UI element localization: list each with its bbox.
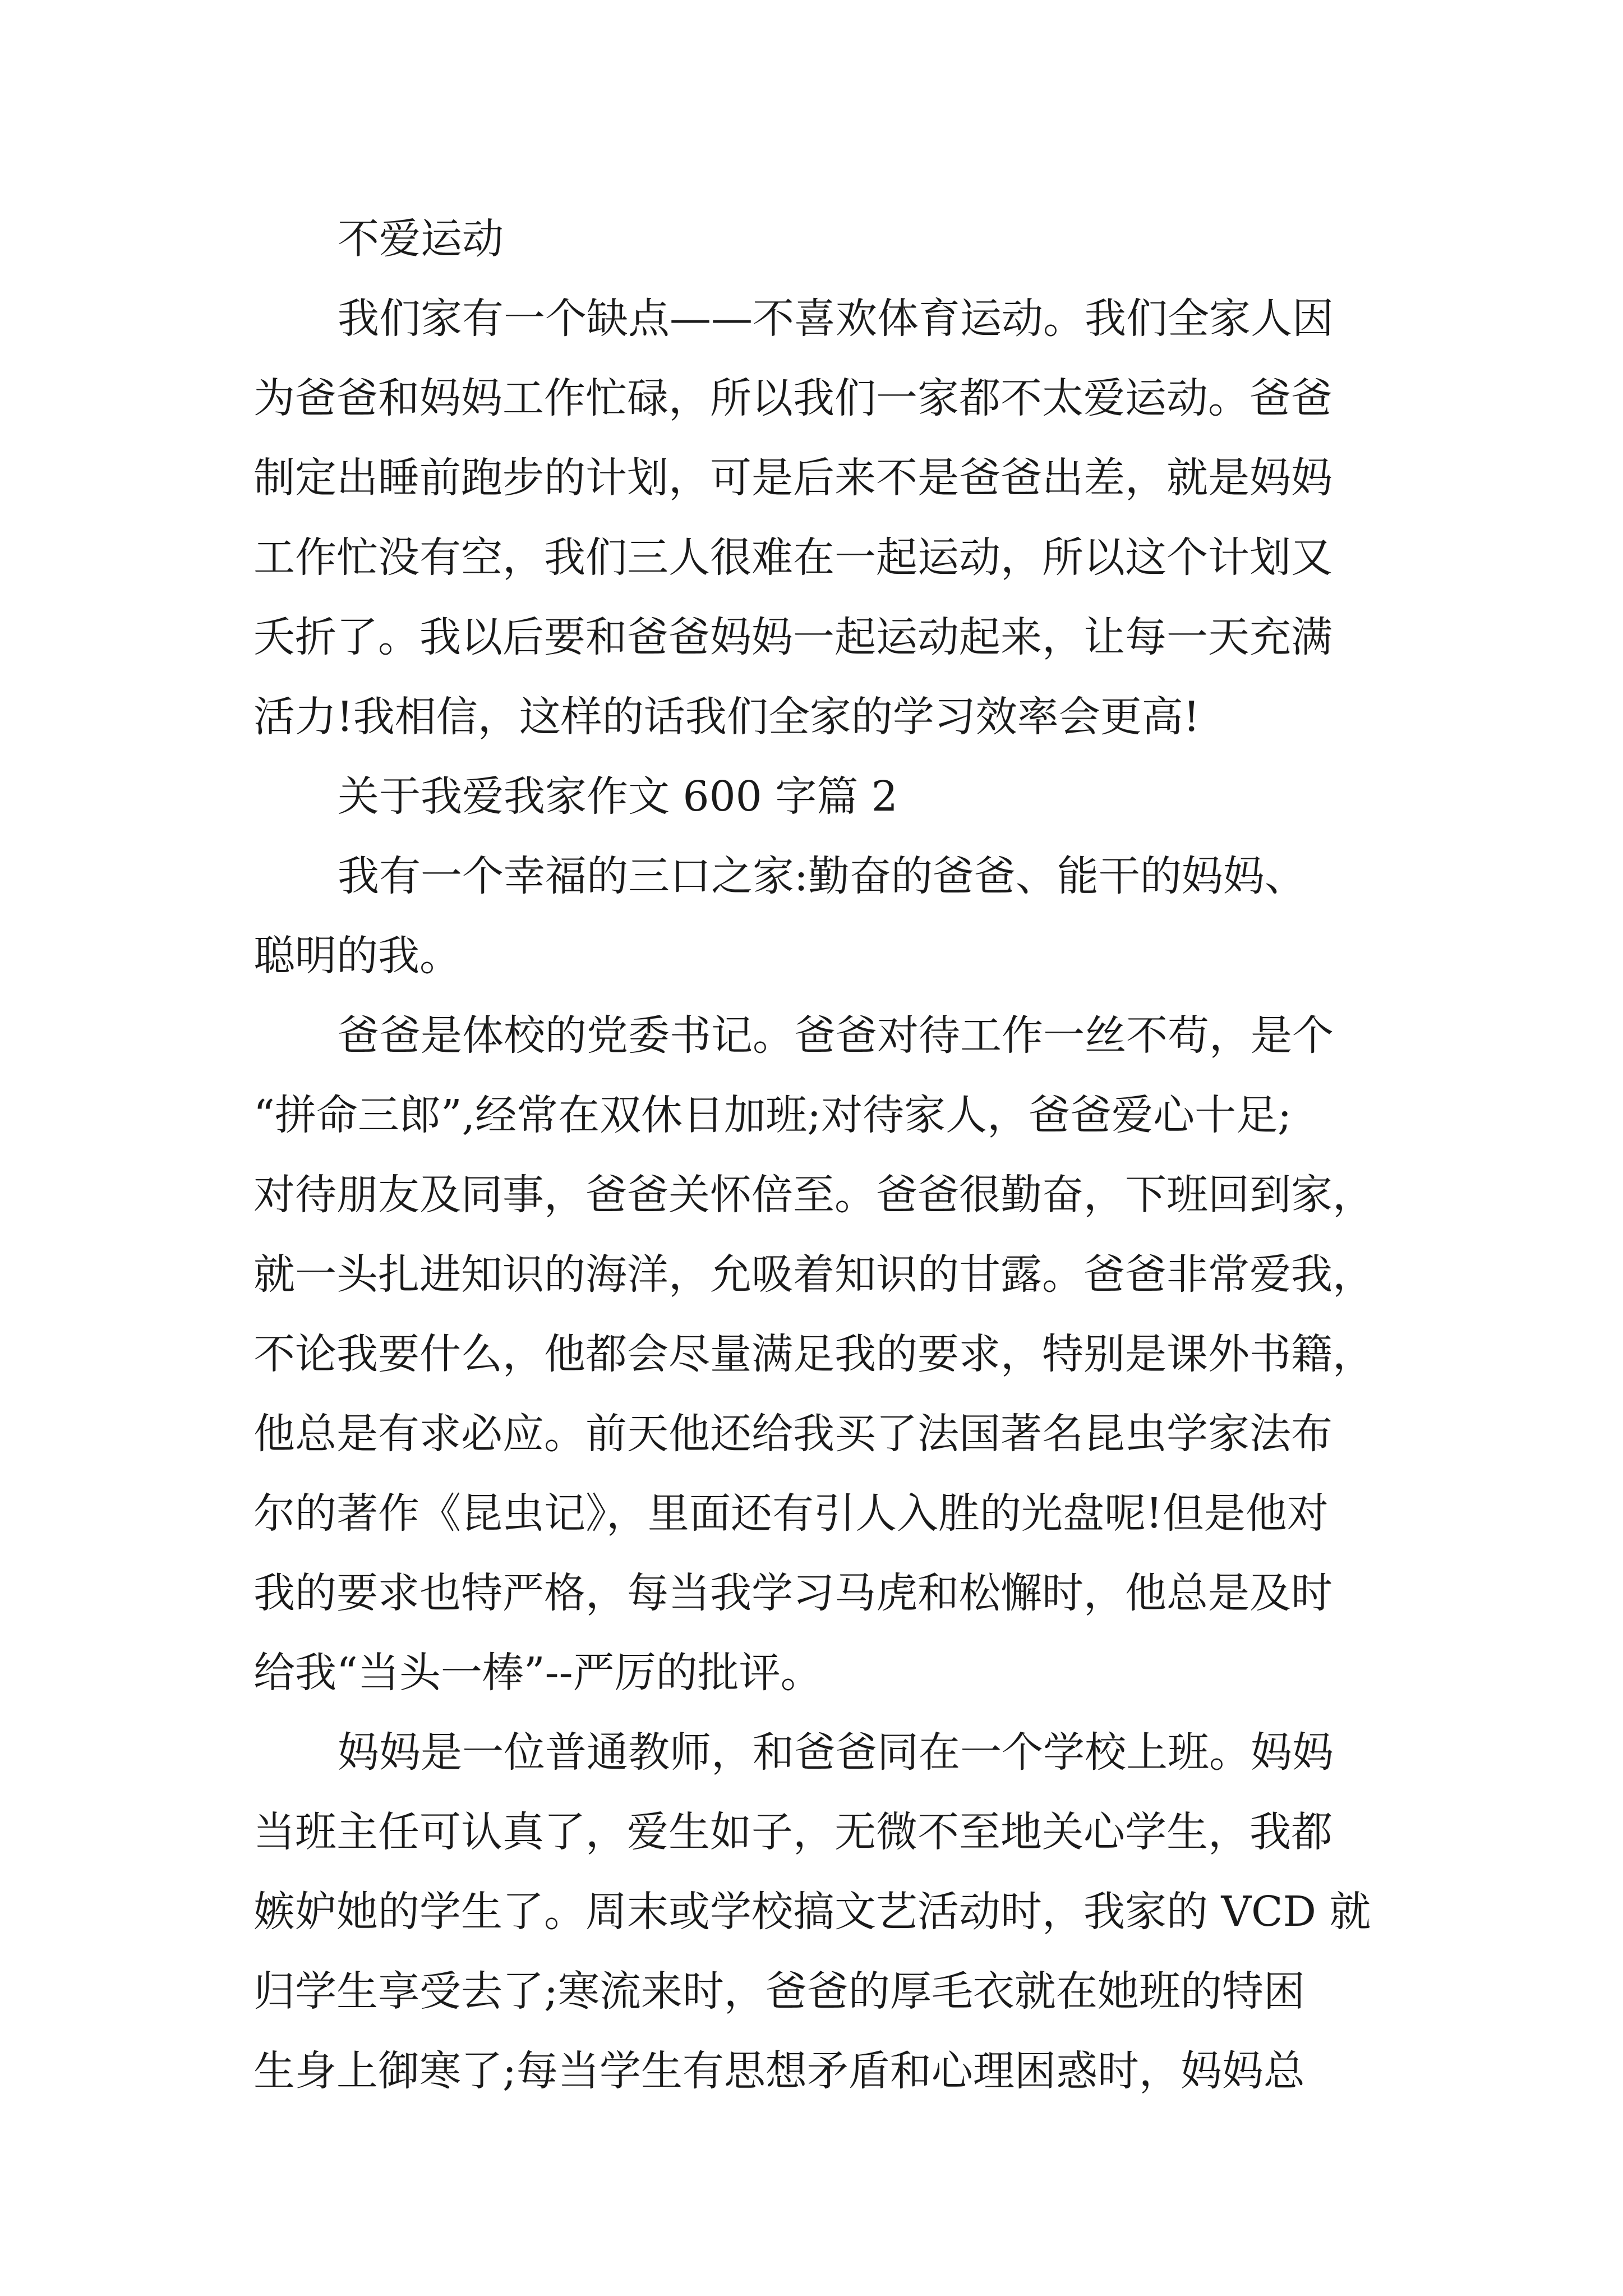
paragraph-family-shortcoming [253,279,1381,757]
paragraph-father [253,996,1381,1713]
text-line: 尔的著作《昆虫记》，里面还有引人入胜的光盘呢!但是他对 [253,1489,1329,1538]
text-line: “拼命三郎”,经常在双休日加班;对待家人，爸爸爱心十足; [253,1091,1292,1139]
text-line: 当班主任可认真了，爱生如子，无微不至地关心学生，我都 [253,1808,1332,1856]
text-line: 生身上御寒了;每当学生有思想矛盾和心理困惑时，妈妈总 [253,2047,1305,2095]
text-line: 妈妈是一位普通教师，和爸爸同在一个学校上班。妈妈 [338,1728,1334,1777]
text-line: 他总是有求必应。前天他还给我买了法国著名昆虫学家法布 [253,1410,1332,1458]
paragraph-mother [253,1713,1381,2111]
text-line: 给我“当头一棒”--严厉的批评。 [253,1649,822,1697]
section-title-essay-2: 关于我爱我家作文 600 字篇 2 [338,772,898,821]
text-line: 制定出睡前跑步的计划，可是后来不是爸爸出差，就是妈妈 [253,454,1332,502]
text-line: 就一头扎进知识的海洋，允吸着知识的甘露。爸爸非常爱我， [253,1250,1374,1299]
text-line: 工作忙没有空，我们三人很难在一起运动，所以这个计划又 [253,533,1332,582]
document-body [253,199,1381,2111]
paragraph-intro [253,836,1381,996]
text-line: 我的要求也特严格，每当我学习马虎和松懈时，他总是及时 [253,1569,1332,1617]
text-line: 活力!我相信，这样的话我们全家的学习效率会更高! [253,693,1200,741]
text-line: 归学生享受去了;寒流来时，爸爸的厚毛衣就在她班的特困 [253,1967,1305,2016]
text-line: 为爸爸和妈妈工作忙碌，所以我们一家都不太爱运动。爸爸 [253,374,1332,422]
text-line: 我们家有一个缺点——不喜欢体育运动。我们全家人因 [338,295,1334,343]
text-line: 聪明的我。 [253,932,461,980]
text-line: 不论我要什么，他都会尽量满足我的要求，特别是课外书籍， [253,1330,1374,1378]
text-line: 嫉妒她的学生了。周末或学校搞文艺活动时，我家的 VCD 就 [253,1888,1371,1936]
text-line: 爸爸是体校的党委书记。爸爸对待工作一丝不苟，是个 [338,1011,1334,1060]
text-line: 对待朋友及同事，爸爸关怀倍至。爸爸很勤奋，下班回到家， [253,1171,1374,1219]
text-line: 我有一个幸福的三口之家:勤奋的爸爸、能干的妈妈、 [338,852,1306,900]
section-title-not-loving-sports: 不爱运动 [338,215,504,263]
text-line: 夭折了。我以后要和爸爸妈妈一起运动起来，让每一天充满 [253,613,1332,661]
